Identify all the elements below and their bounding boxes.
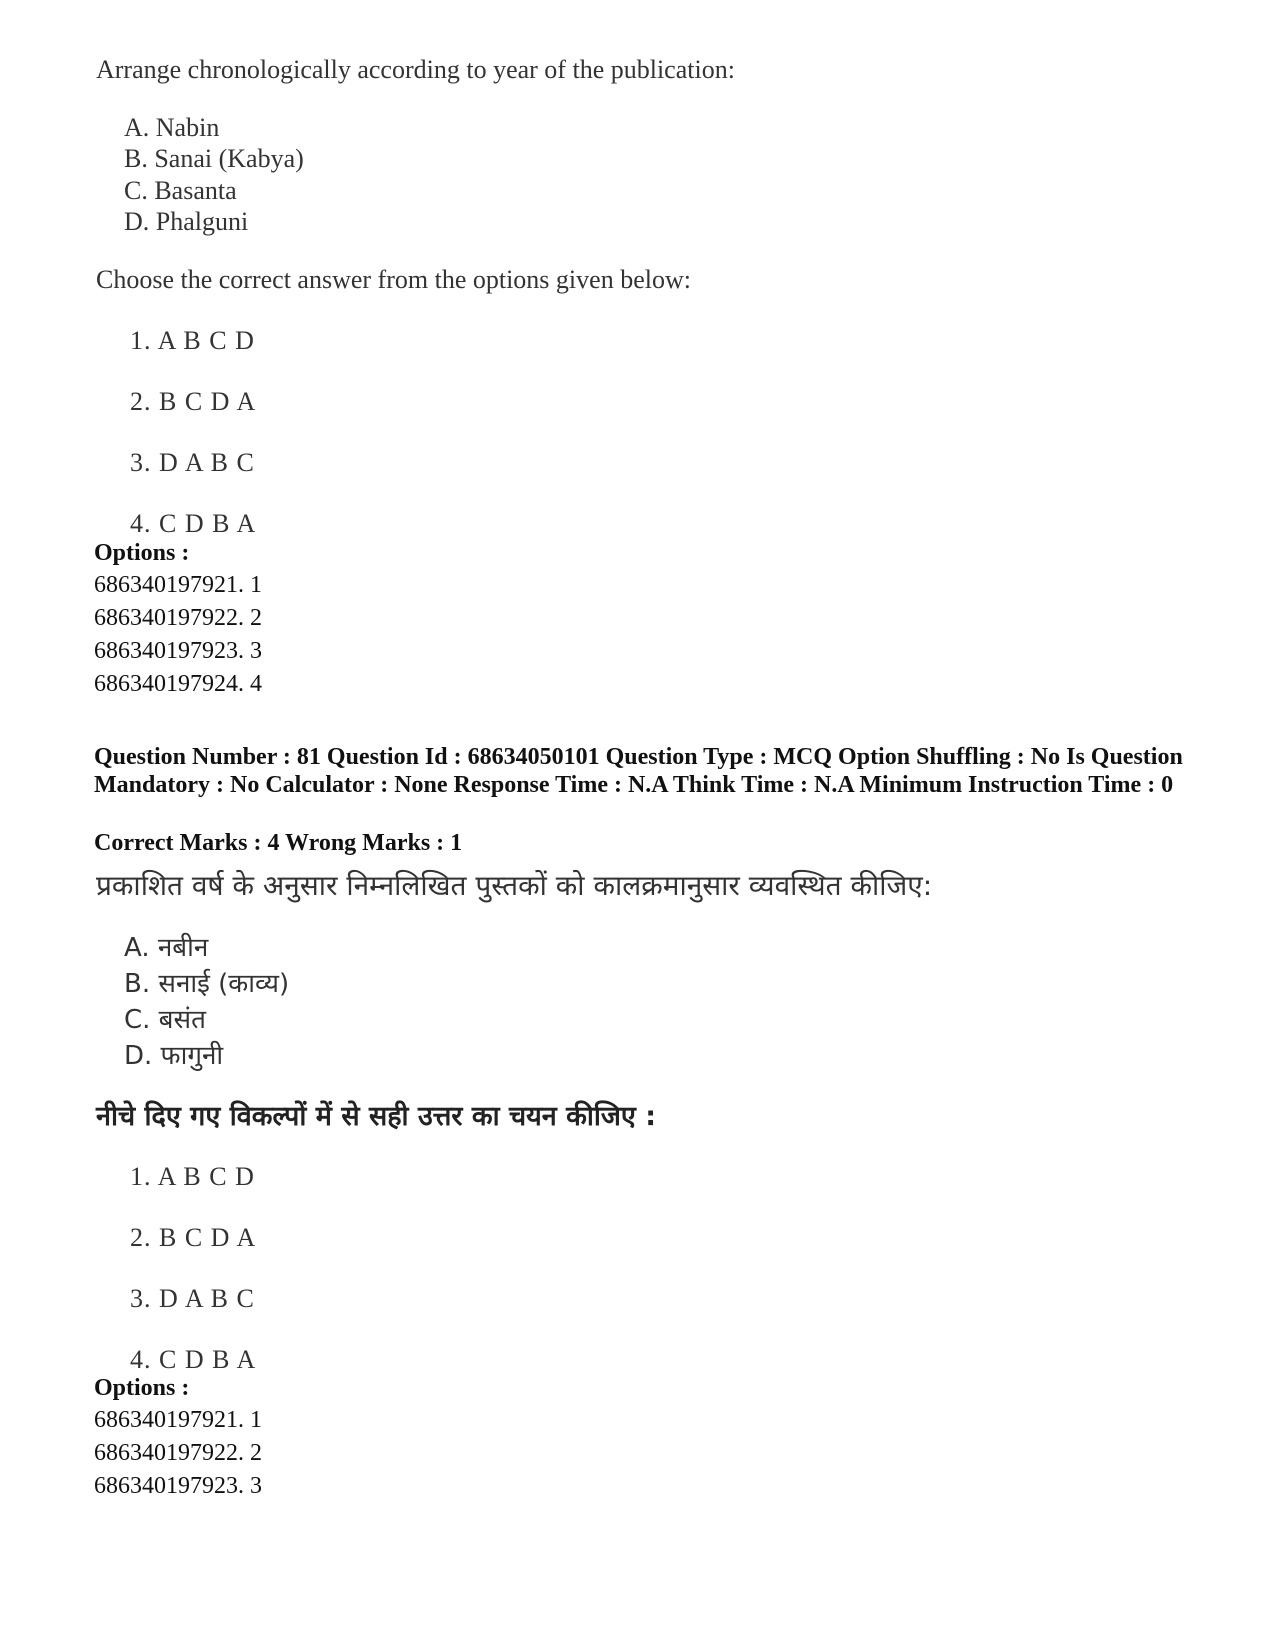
list-item: A. Nabin xyxy=(124,113,220,142)
option-id: 686340197924. 4 xyxy=(94,671,262,697)
list-item: B. सनाई (काव्य) xyxy=(124,969,290,999)
option-id: 686340197923. 3 xyxy=(94,638,262,664)
answer-choice: 1. A B C D xyxy=(130,1162,255,1191)
marks-info: Correct Marks : 4 Wrong Marks : 1 xyxy=(94,830,463,856)
instruction-text: Choose the correct answer from the options given below: xyxy=(96,265,691,294)
answer-choice: 2. B C D A xyxy=(130,1223,257,1252)
option-id: 686340197922. 2 xyxy=(94,605,262,631)
question-text: Arrange chronologically according to year of the publication: xyxy=(96,55,735,84)
option-id: 686340197923. 3 xyxy=(94,1473,262,1499)
list-item: C. Basanta xyxy=(124,176,237,205)
list-item: A. नबीन xyxy=(124,933,209,963)
answer-choice: 1. A B C D xyxy=(130,326,255,355)
answer-choice: 3. D A B C xyxy=(130,448,255,477)
question-meta: Question Number : 81 Question Id : 68634050101 Question Type : MCQ Option Shuffling : No Is Question Mandatory : No Calculator : None Response Time : N.A Think Time : N.A Minimum Instruction Time : 0 xyxy=(94,744,1183,798)
options-label: Options : xyxy=(94,540,190,566)
option-id: 686340197921. 1 xyxy=(94,572,262,598)
answer-choice: 2. B C D A xyxy=(130,387,257,416)
answer-choice: 4. C D B A xyxy=(130,1345,257,1374)
list-item: D. Phalguni xyxy=(124,207,249,236)
option-id: 686340197921. 1 xyxy=(94,1407,262,1433)
options-label: Options : xyxy=(94,1375,190,1401)
question-text: प्रकाशित वर्ष के अनुसार निम्नलिखित पुस्तकों को कालक्रमानुसार व्यवस्थित कीजिए: xyxy=(96,869,933,902)
list-item: C. बसंत xyxy=(124,1005,206,1035)
answer-choice: 3. D A B C xyxy=(130,1284,255,1313)
option-id: 686340197922. 2 xyxy=(94,1440,262,1466)
answer-choice: 4. C D B A xyxy=(130,509,257,538)
list-item: B. Sanai (Kabya) xyxy=(124,144,304,173)
instruction-text: नीचे दिए गए विकल्पों में से सही उत्तर का चयन कीजिए : xyxy=(96,1101,657,1132)
list-item: D. फागुनी xyxy=(124,1041,224,1071)
